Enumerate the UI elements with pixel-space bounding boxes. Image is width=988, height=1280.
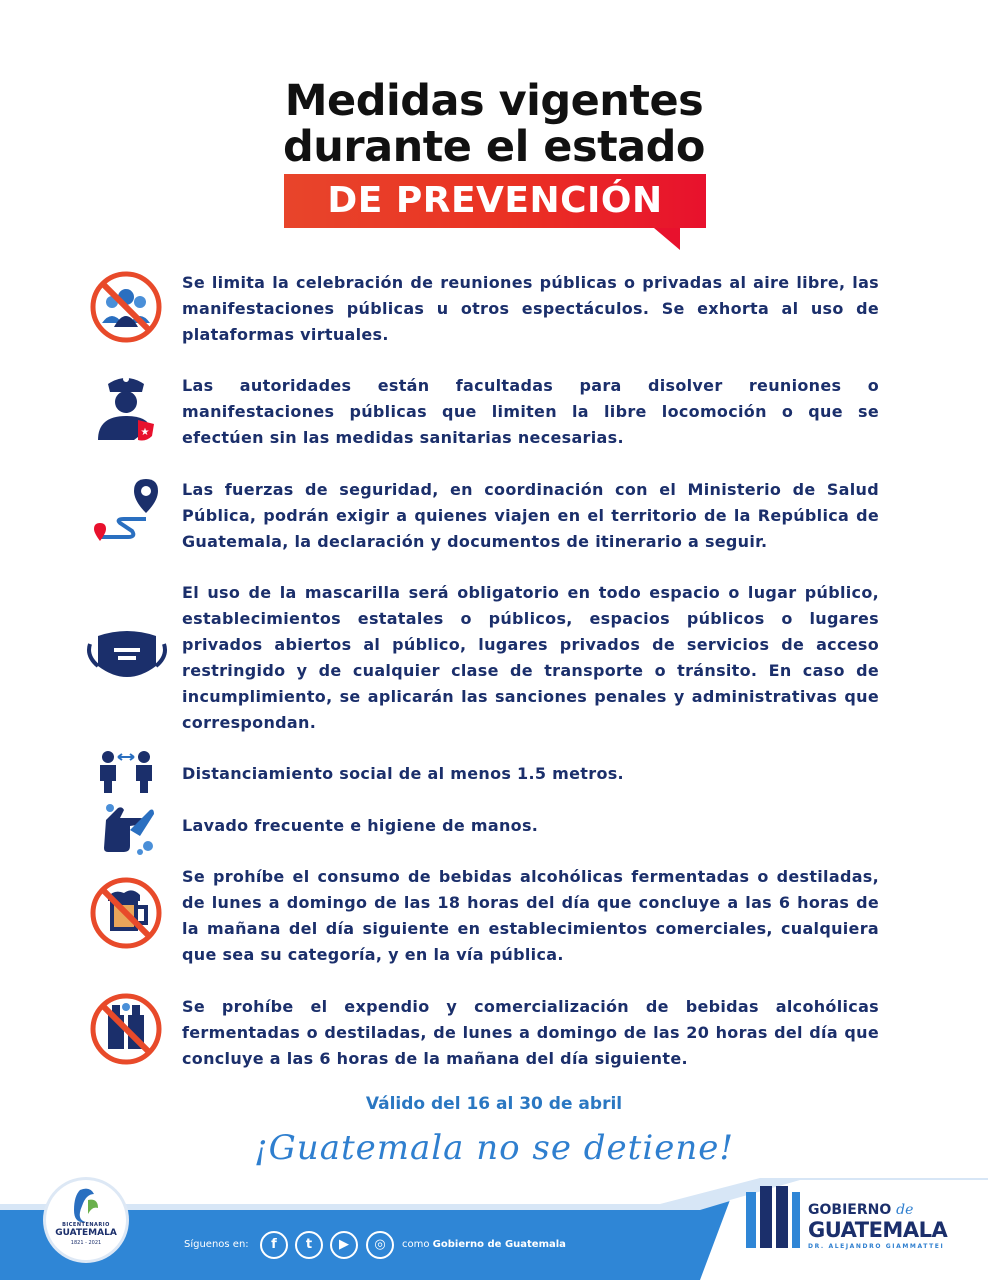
bicentenario-years: 1821 - 2021 xyxy=(70,1240,102,1246)
measure-gatherings: Se limita la celebración de reuniones públicas o privadas al aire libre, las manifestaciones públicas u otros espectáculos. Se exhorta al uso de plataformas virtuales. xyxy=(182,273,879,344)
measure-alcohol-sales: Se prohíbe el expendio y comercialización de bebidas alcohólicas fermentadas o destiladas, de lunes a domingo de las 20 horas del día que concluye a las 6 horas de la mañana del día siguiente. xyxy=(182,997,879,1068)
face-mask-icon xyxy=(84,626,170,686)
measure-security-forces: Las fuerzas de seguridad, en coordinación con el Ministerio de Salud Pública, podrán exigir a quienes viajen en el territorio de la República de Guatemala, la declaración y documentos de itinerario a seguir. xyxy=(182,480,879,551)
title-line-1: Medidas vigentes xyxy=(284,76,704,126)
government-country: GUATEMALA xyxy=(808,1218,948,1242)
route-map-icon xyxy=(90,475,162,551)
youtube-icon[interactable]: ▶ xyxy=(330,1231,358,1259)
social-distance-icon xyxy=(96,749,156,793)
svg-text:★: ★ xyxy=(140,427,150,438)
police-officer-icon xyxy=(94,372,160,442)
prevention-banner xyxy=(284,174,706,228)
facebook-icon[interactable]: f xyxy=(260,1231,288,1259)
government-word: GOBIERNO xyxy=(808,1202,892,1218)
como-label: como xyxy=(402,1239,430,1250)
government-title xyxy=(808,1202,913,1218)
government-de: de xyxy=(896,1202,914,1218)
banner-text: DE PREVENCIÓN xyxy=(327,180,663,221)
government-emblem-icon xyxy=(746,1186,800,1248)
account-line xyxy=(402,1238,566,1252)
instagram-icon[interactable]: ◎ xyxy=(366,1231,394,1259)
measure-distance: Distanciamiento social de al menos 1.5 metros. xyxy=(182,764,624,783)
bicentenario-country: GUATEMALA xyxy=(55,1228,117,1238)
measure-alcohol-consumption: Se prohíbe el consumo de bebidas alcohólicas fermentadas o destiladas, de lunes a domingo de las 18 horas del día que concluye a las 6 horas de la mañana del día siguiente en establecimientos comerciales, cualquiera que sea su categoría, y en la vía pública. xyxy=(182,867,879,964)
government-president: DR. ALEJANDRO GIAMMATTEI xyxy=(808,1243,945,1250)
measure-authorities: Las autoridades están facultadas para disolver reuniones o manifestaciones públicas que limiten la libre locomoción o que se efectúen sin las medidas sanitarias necesarias. xyxy=(182,376,879,447)
measure-mask: El uso de la mascarilla será obligatorio en todo espacio o lugar público, establecimientos estatales o públicos, espacios públicos o lugares privados abiertos al público, lugares privados de servicios de acceso restringido y de cualquier clase de transporte o tránsito. En caso de incumplimiento, se aplicarán las sanciones penales y administrativas que correspondan. xyxy=(182,583,879,732)
twitter-icon[interactable]: t xyxy=(295,1231,323,1259)
account-name: Gobierno de Guatemala xyxy=(432,1239,566,1250)
bicentenario-emblem-icon xyxy=(46,1180,126,1260)
title-line-2: durante el estado xyxy=(283,122,705,172)
no-bottles-icon xyxy=(86,989,166,1069)
measure-hand-washing: Lavado frecuente e higiene de manos. xyxy=(182,816,539,835)
slogan: ¡Guatemala no se detiene! xyxy=(253,1128,734,1168)
bicentenario-logo xyxy=(46,1180,126,1260)
follow-label: Síguenos en: xyxy=(184,1239,249,1250)
bicentenario-label: BICENTENARIO xyxy=(62,1222,110,1228)
no-beer-mug-icon xyxy=(86,873,166,953)
hand-washing-icon xyxy=(100,800,156,856)
no-gatherings-icon xyxy=(86,267,166,347)
validity-text: Válido del 16 al 30 de abril xyxy=(365,1094,623,1114)
